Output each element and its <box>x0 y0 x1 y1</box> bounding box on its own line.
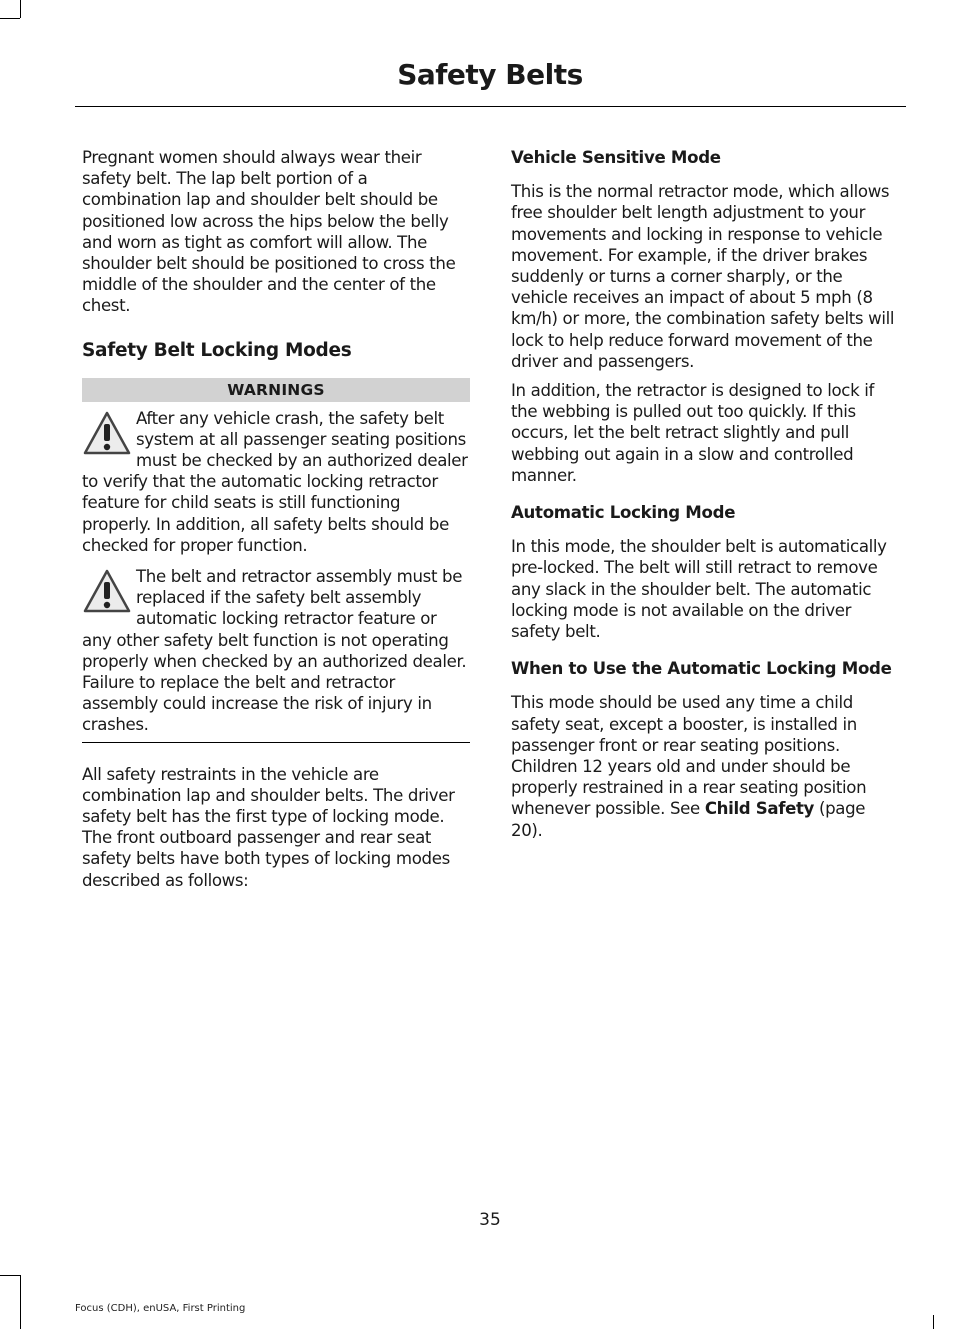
child-safety-link[interactable]: Child Safety <box>704 799 815 819</box>
warnings-end-rule <box>82 742 470 743</box>
crop-mark <box>20 0 21 18</box>
retractor-lock-text: In addition, the retractor is designed to lock if the webbing is pulled out too quickly. If this occurs, let the belt retract slightly and pull webbing out again in a slow and controlled manner. <box>511 381 875 485</box>
crop-mark <box>0 1275 20 1276</box>
intro-paragraph: Pregnant women should always wear their safety belt. The lap belt portion of a combination lap and shoulder belt should be positioned low across the hips below the belly and worn as tight as comfort will allow. The shoulder belt should be positioned to cross the middle of the shoulder and the center of the chest. <box>82 148 456 316</box>
restraints-paragraph: All safety restraints in the vehicle are combination lap and shoulder belts. The driver safety belt has the first type of locking mode. The front outboard passenger and rear seat safety belts have both types of locking modes described as follows: <box>82 764 455 890</box>
warning-text: After any vehicle crash, the safety belt system at all passenger seating positions must be checked by an authorized dealer to verify that the automatic locking retractor feature for child seats is still functioning properly. In addition, all safety belts should be checked for proper function. <box>82 408 468 555</box>
when-to-use-body: This mode should be used any time a child safety seat, except a booster, is installed in passenger front or rear seating positions. Children 12 years old and under should be properly restrained in a rear seating position whenever possible. See <box>511 693 867 819</box>
automatic-locking-mode-heading: Automatic Locking Mode <box>511 503 736 523</box>
crop-mark <box>0 18 20 19</box>
title-rule <box>75 106 906 107</box>
warning-item <box>82 408 470 556</box>
warning-text: The belt and retractor assembly must be replaced if the safety belt assembly automatic locking retractor feature or any other safety belt function is not operating properly when checked by an authorized dealer. Failure to replace the belt and retractor assembly could increase the risk of injury in crashes. <box>82 567 467 735</box>
page-title: Safety Belts <box>397 58 583 91</box>
right-column <box>511 147 899 841</box>
crop-mark <box>933 1315 934 1329</box>
page-reference: (page 20). <box>511 799 866 840</box>
warnings-header: WARNINGS <box>82 378 470 402</box>
warning-triangle-icon <box>82 568 132 614</box>
automatic-locking-mode-text: In this mode, the shoulder belt is automatically pre-locked. The belt will still retract to remove any slack in the shoulder belt. The automatic locking mode is not available on the driver safety belt. <box>511 537 887 642</box>
vehicle-sensitive-mode-text: This is the normal retractor mode, which allows free shoulder belt length adjustment to your movements and locking in response to vehicle movement. For example, if the driver brakes suddenly or turns a corner sharply, or the vehicle receives an impact of about 5 mph (8 km/h) or more, the combination safety belts will lock to help reduce forward movement of the driver and passengers. <box>511 182 895 371</box>
left-column <box>82 147 470 891</box>
when-to-use-heading: When to Use the Automatic Locking Mode <box>511 659 892 679</box>
crop-mark <box>20 1275 21 1329</box>
vehicle-sensitive-mode-heading: Vehicle Sensitive Mode <box>511 148 721 167</box>
page-number: 35 <box>479 1210 501 1230</box>
warning-triangle-icon <box>82 410 132 456</box>
when-to-use-text <box>511 692 899 840</box>
warning-item <box>82 566 470 736</box>
publication-note: Focus (CDH), enUSA, First Printing <box>75 1303 246 1314</box>
section-heading: Safety Belt Locking Modes <box>82 339 352 361</box>
